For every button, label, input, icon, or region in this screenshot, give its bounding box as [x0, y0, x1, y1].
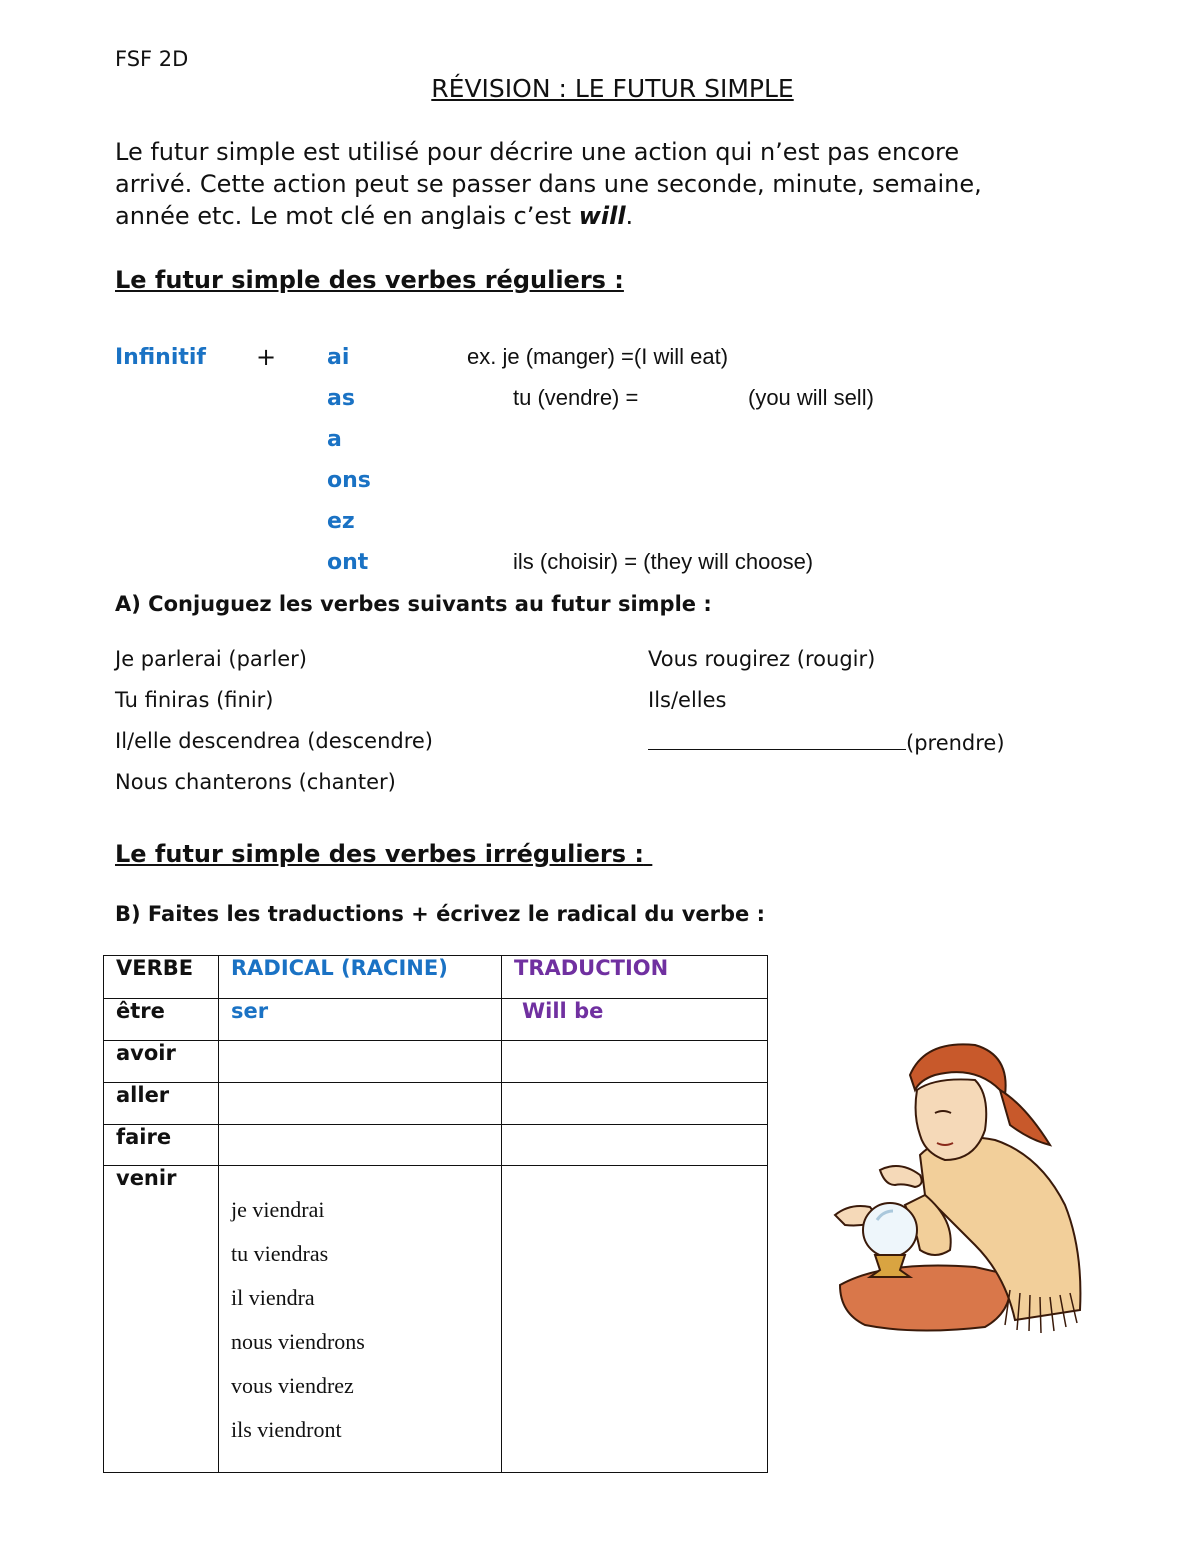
exercise-a-item-prendre	[648, 729, 1005, 755]
table-row	[104, 999, 768, 1041]
ending-ez: ez	[327, 509, 355, 534]
table-row-venir	[104, 1166, 768, 1473]
table-row	[104, 1041, 768, 1083]
prendre-label: (prendre)	[906, 731, 1005, 755]
ending-a: a	[327, 427, 342, 452]
ending-ont: ont	[327, 550, 369, 575]
course-code: FSF 2D	[115, 47, 189, 71]
answer-blank	[648, 729, 906, 750]
verb-cell: venir	[104, 1166, 219, 1473]
translation-cell[interactable]: Will be	[502, 999, 768, 1041]
irregular-verbs-heading	[115, 840, 652, 868]
irregular-verbs-heading-text: Le futur simple des verbes irréguliers :	[115, 840, 644, 868]
conjugation-line: nous viendrons	[231, 1329, 365, 1354]
regular-verbs-heading: Le futur simple des verbes réguliers :	[115, 266, 624, 294]
table-row	[104, 1083, 768, 1125]
exercise-a-item-rougir: Vous rougirez (rougir)	[648, 647, 876, 671]
exercise-b-instruction: B) Faites les traductions + écrivez le radical du verbe :	[115, 902, 765, 926]
conjugation-line: ils viendront	[231, 1417, 342, 1442]
plus-sign: +	[256, 343, 277, 371]
venir-conjugation	[231, 1188, 501, 1452]
conjugation-line: vous viendrez	[231, 1373, 354, 1398]
exercise-a-item-ils-elles: Ils/elles	[648, 688, 727, 712]
page-title: RÉVISION : LE FUTUR SIMPLE	[431, 74, 794, 103]
conjugation-line: il viendra	[231, 1285, 315, 1310]
verb-cell: être	[104, 999, 219, 1041]
radical-cell[interactable]	[219, 1125, 502, 1166]
fortune-teller-illustration	[825, 1035, 1095, 1335]
verb-table	[103, 955, 768, 1473]
intro-line-1: Le futur simple est utilisé pour décrire une action qui n’est pas encore	[115, 138, 960, 166]
keyword-will: will	[578, 202, 626, 230]
radical-cell[interactable]	[219, 1083, 502, 1125]
header-radical: RADICAL (RACINE)	[219, 956, 502, 999]
ending-ai: ai	[327, 345, 350, 370]
intro-line-2: arrivé. Cette action peut se passer dans une seconde, minute, semaine,	[115, 170, 982, 198]
exercise-a-item-chanter: Nous chanterons (chanter)	[115, 770, 396, 794]
header-verbe: VERBE	[104, 956, 219, 999]
conjugation-line: je viendrai	[231, 1197, 325, 1222]
table-header-row	[104, 956, 768, 999]
translation-cell[interactable]	[502, 1041, 768, 1083]
exercise-a-item-descendre: Il/elle descendrea (descendre)	[115, 729, 433, 753]
verb-cell: faire	[104, 1125, 219, 1166]
ending-ons: ons	[327, 468, 371, 493]
radical-cell[interactable]	[219, 1166, 502, 1473]
example-vendre: tu (vendre) =	[513, 385, 639, 410]
example-manger: ex. je (manger) =(I will eat)	[467, 344, 729, 369]
example-vendre-translation: (you will sell)	[748, 385, 874, 410]
intro-line-3	[115, 202, 633, 230]
intro-line-3-start: année etc. Le mot clé en anglais c’est	[115, 202, 579, 230]
example-choisir: ils (choisir) = (they will choose)	[513, 549, 814, 574]
translation-cell[interactable]	[502, 1125, 768, 1166]
conjugation-line: tu viendras	[231, 1241, 329, 1266]
exercise-a-instruction: A) Conjuguez les verbes suivants au futur simple :	[115, 592, 712, 616]
header-traduction: TRADUCTION	[502, 956, 768, 999]
verb-cell: aller	[104, 1083, 219, 1125]
radical-cell[interactable]	[219, 1041, 502, 1083]
intro-line-3-end: .	[625, 202, 634, 230]
ending-as: as	[327, 386, 355, 411]
translation-cell[interactable]	[502, 1166, 768, 1473]
table-row	[104, 1125, 768, 1166]
radical-cell[interactable]: ser	[219, 999, 502, 1041]
translation-cell[interactable]	[502, 1083, 768, 1125]
exercise-a-item-finir: Tu finiras (finir)	[115, 688, 274, 712]
infinitive-label: Infinitif	[115, 345, 206, 370]
verb-cell: avoir	[104, 1041, 219, 1083]
exercise-a-item-parler: Je parlerai (parler)	[115, 647, 307, 671]
